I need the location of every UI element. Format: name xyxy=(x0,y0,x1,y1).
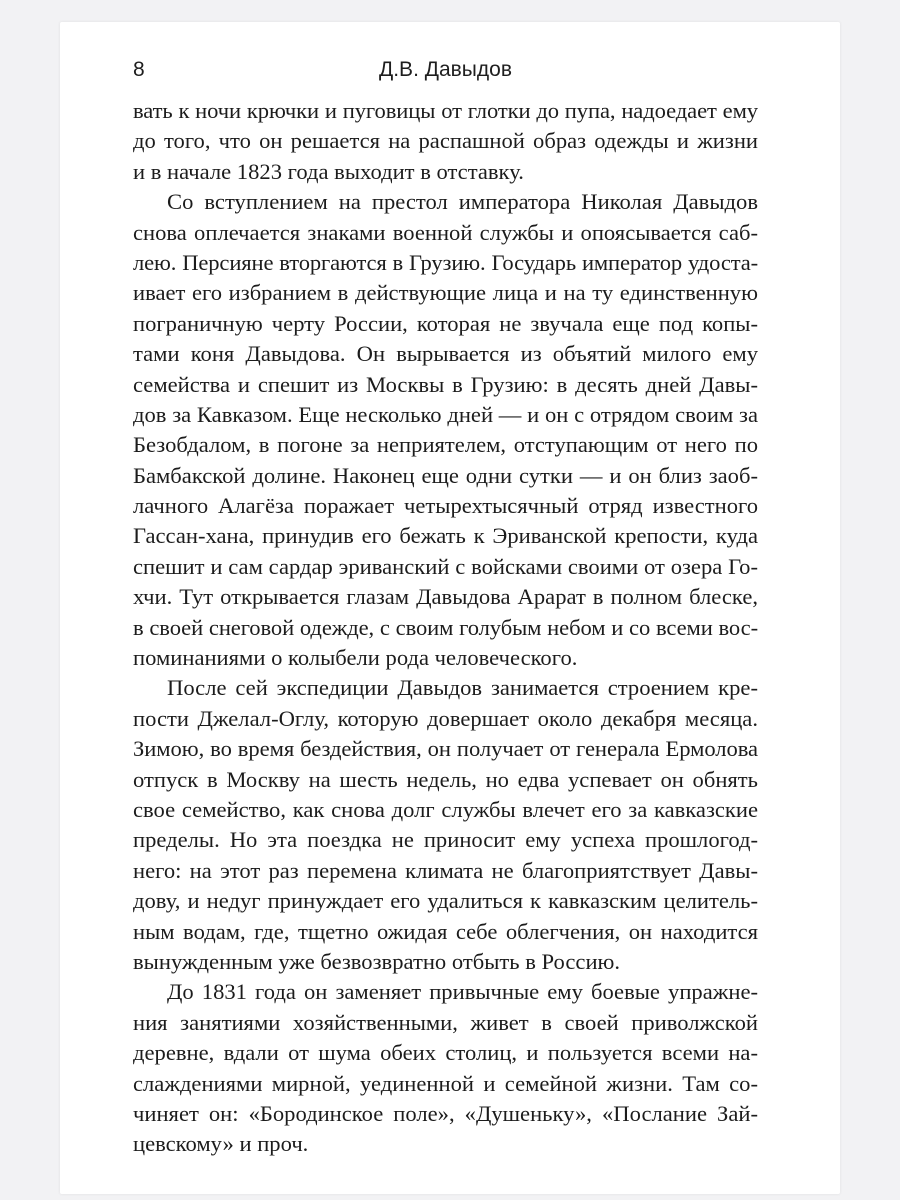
text-line: ивает его избранием в действующие лица и на ту единственную xyxy=(133,280,758,306)
text-line: пограничную черту России, которая не звучала еще под копы- xyxy=(133,310,758,336)
text-line: ным водам, где, тщетно ожидая себе облегчения, он находится xyxy=(133,918,758,944)
text-line: Со вступлением на престол императора Николая Давыдов xyxy=(167,189,758,215)
text-line: слаждениями мирной, уединенной и семейной жизни. Там со- xyxy=(133,1070,758,1096)
text-line: дов за Кавказом. Еще несколько дней — и он с отрядом своим за xyxy=(133,401,758,427)
paragraph xyxy=(133,673,758,977)
paragraph xyxy=(133,187,758,673)
text-line: и в начале 1823 года выходит в отставку. xyxy=(133,158,524,184)
text-line: семейства и спешит из Москвы в Грузию: в десять дней Давы- xyxy=(133,371,758,397)
text-line: чиняет он: «Бородинское поле», «Душеньку», «Послание Зай- xyxy=(133,1100,758,1126)
text-line: хчи. Тут открывается глазам Давыдова Арарат в полном блеске, xyxy=(133,584,758,610)
body-text xyxy=(133,96,758,1160)
text-line: свое семейство, как снова долг службы влечет его за кавказские xyxy=(133,796,758,822)
text-line: тами коня Давыдова. Он вырывается из объятий милого ему xyxy=(133,341,758,367)
text-line: до того, что он решается на распашной образ одежды и жизни xyxy=(133,128,758,154)
text-line: спешит и сам сардар эриванский с войсками своими от озера Го- xyxy=(133,553,758,579)
running-header xyxy=(133,58,758,88)
text-line: После сей экспедиции Давыдов занимается строением кре- xyxy=(167,675,758,701)
paragraph xyxy=(133,96,758,187)
text-line: Гассан-хана, принудив его бежать к Эриванской крепости, куда xyxy=(133,523,758,549)
text-line: снова оплечается знаками военной службы и опоясывается саб- xyxy=(133,219,758,245)
text-line: ния занятиями хозяйственными, живет в своей приволжской xyxy=(133,1009,758,1035)
page-number: 8 xyxy=(133,58,145,81)
text-line: цевскому» и проч. xyxy=(133,1131,309,1157)
text-line: Бамбакской долине. Наконец еще одни сутки — и он близ заоб- xyxy=(133,462,758,488)
text-line: лачного Алагёза поражает четырехтысячный отряд известного xyxy=(133,493,758,519)
text-line: пости Джелал-Оглу, которую довершает около декабря месяца. xyxy=(133,705,758,731)
text-line: Зимою, во время бездействия, он получает от генерала Ермолова xyxy=(133,736,758,762)
text-line: Безобдалом, в погоне за неприятелем, отступающим от него по xyxy=(133,432,758,458)
paragraph xyxy=(133,977,758,1159)
text-line: деревне, вдали от шума обеих столиц, и пользуется всеми на- xyxy=(133,1040,758,1066)
text-line: лею. Персияне вторгаются в Грузию. Государь император удоста- xyxy=(133,249,758,275)
text-line: него: на этот раз перемена климата не благоприятствует Давы- xyxy=(133,857,758,883)
text-line: в своей снеговой одежде, с своим голубым небом и со всеми вос- xyxy=(133,614,758,640)
text-line: вынужденным уже безвозвратно отбыть в Россию. xyxy=(133,948,621,974)
text-line: пределы. Но эта поездка не приносит ему успеха прошлогод- xyxy=(133,827,758,853)
running-title: Д.В. Давыдов xyxy=(379,58,512,81)
text-line: До 1831 года он заменяет привычные ему боевые упражне- xyxy=(167,979,758,1005)
text-line: поминаниями о колыбели рода человеческого. xyxy=(133,645,578,671)
text-line: отпуск в Москву на шесть недель, но едва успевает он обнять xyxy=(133,766,758,792)
text-line: вать к ночи крючки и пуговицы от глотки до пупа, надоедает ему xyxy=(133,98,758,123)
text-line: дову, и недуг принуждает его удалиться к кавказским целитель- xyxy=(133,888,758,914)
